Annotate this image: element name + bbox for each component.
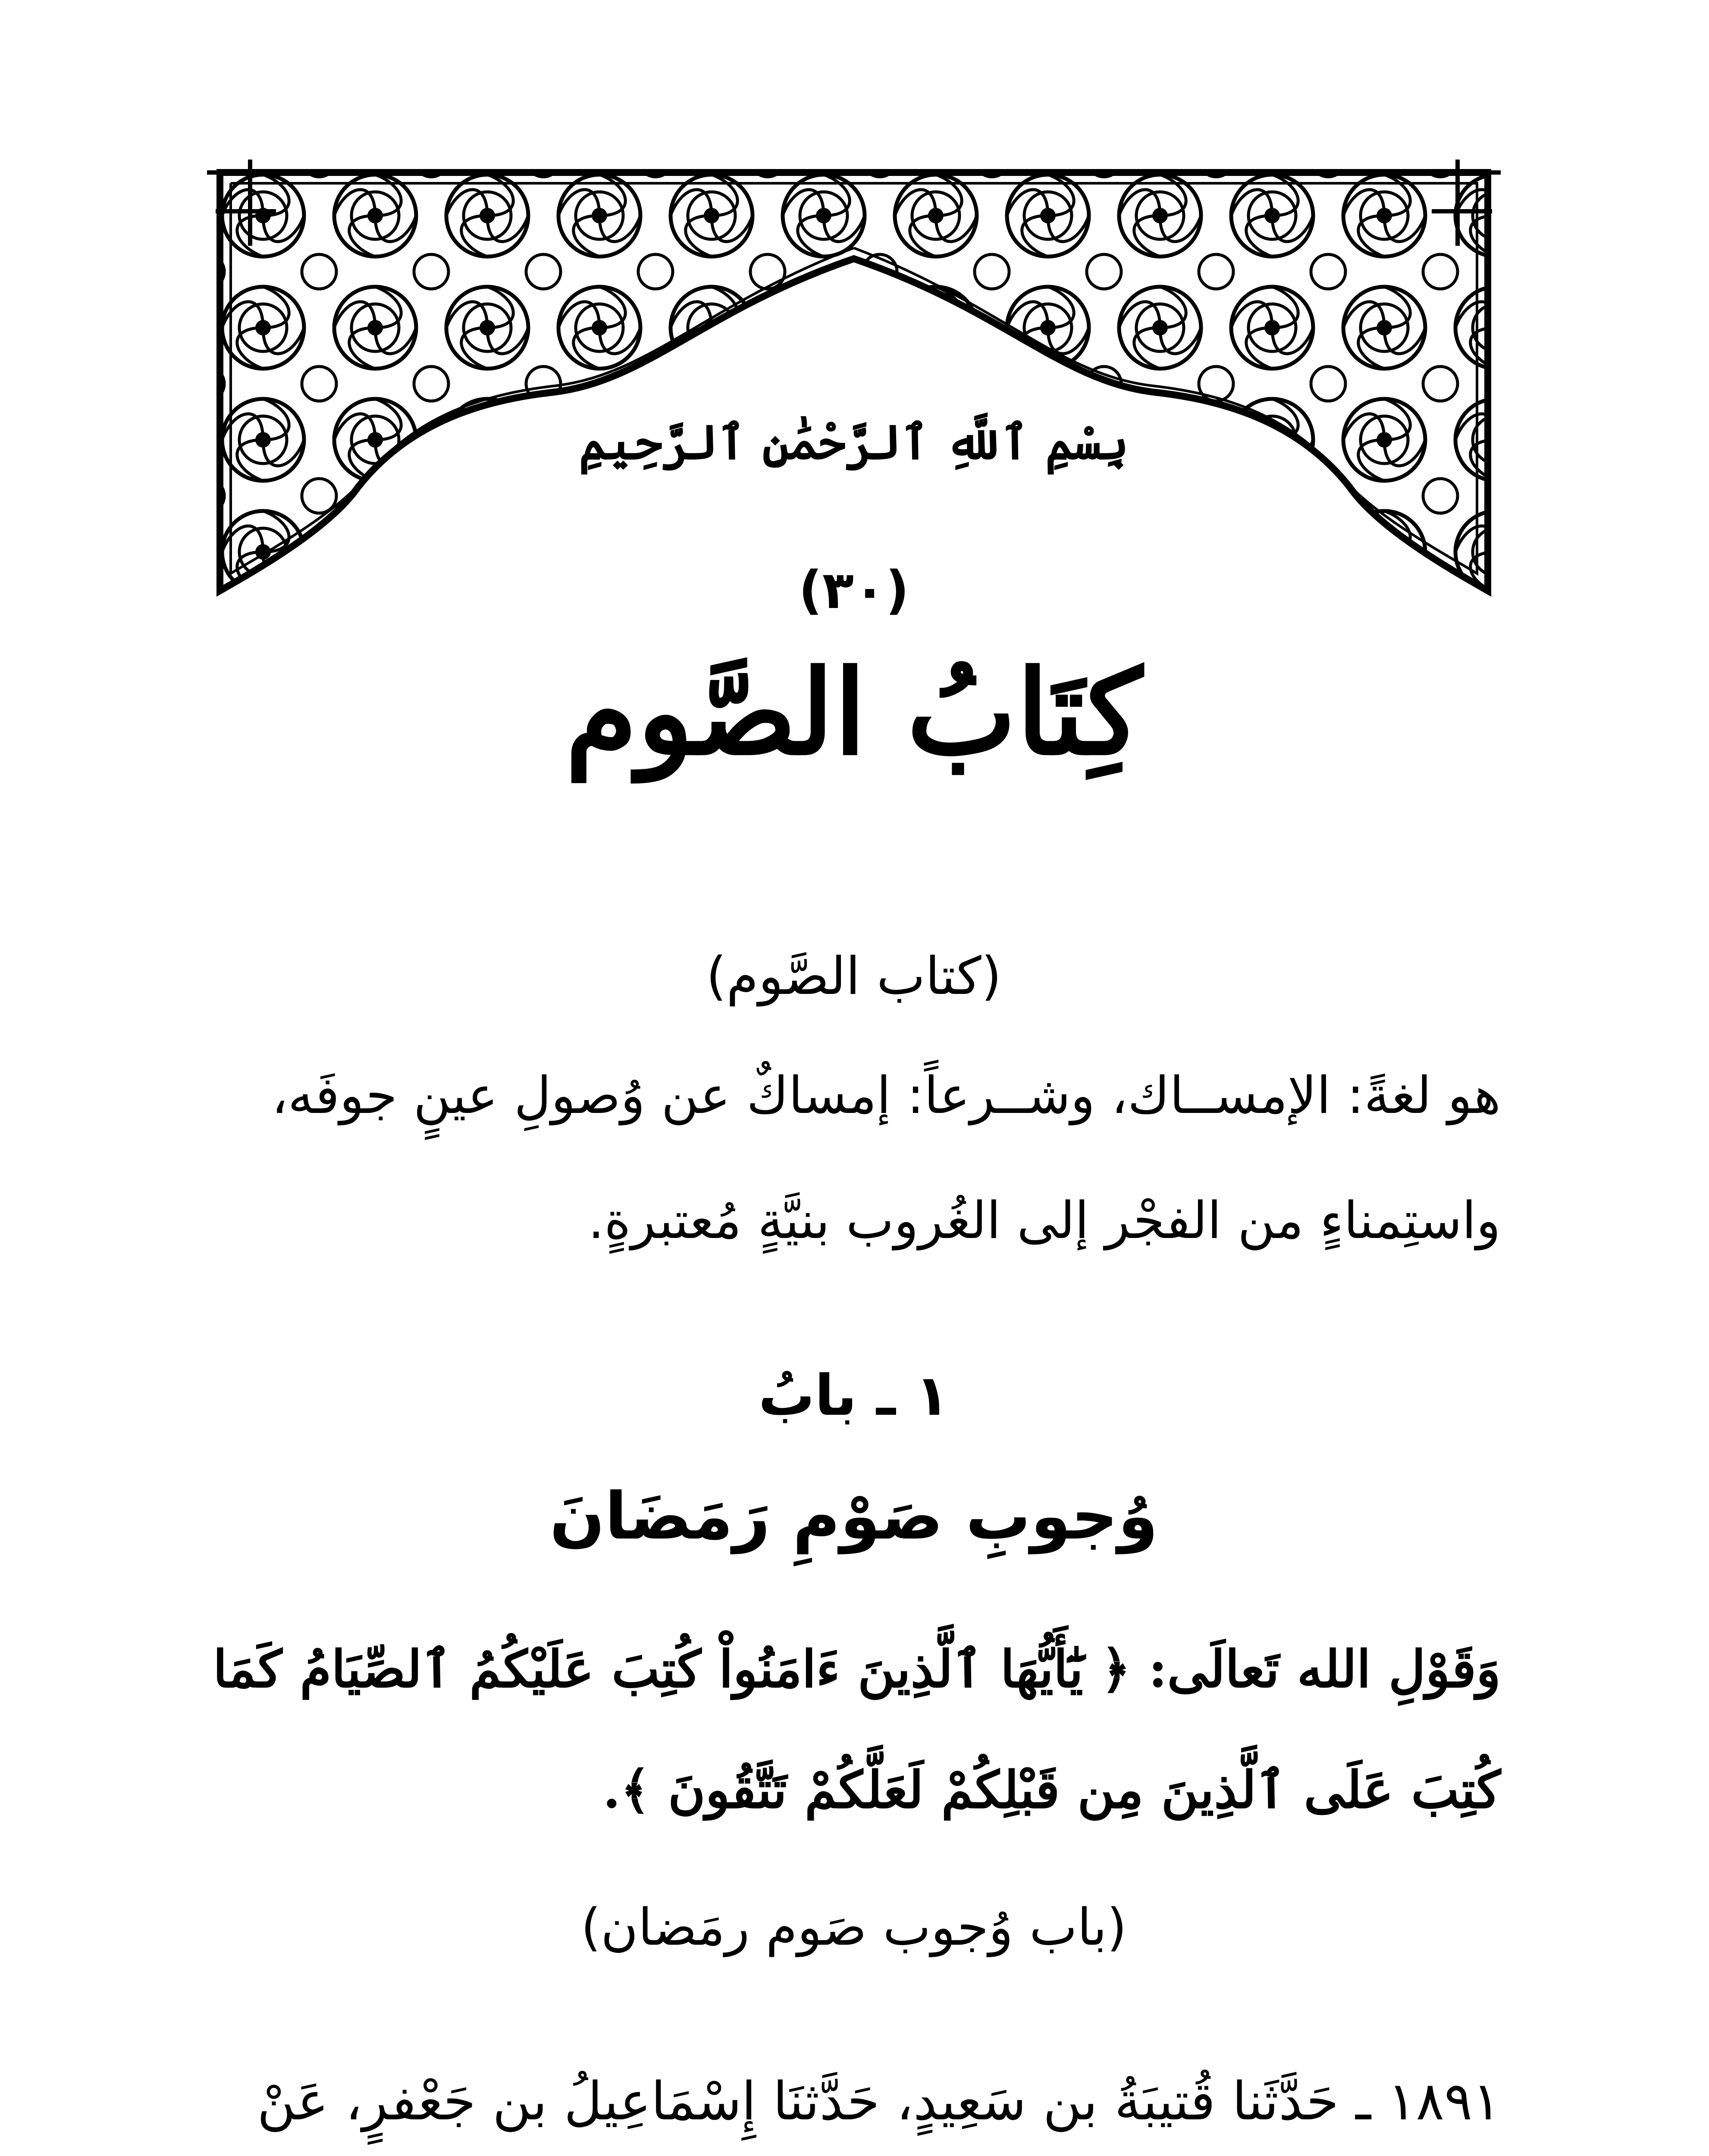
bab-number: ١ ـ بابُ [758,1363,950,1428]
intro-paragraph-line-2: واستِمناءٍ من الفجْر إلى الغُروب بنيَّةٍ مُعتبرةٍ. [588,1191,1501,1250]
chapter-number: (٣٠) [798,561,909,620]
sub-heading: (كتاب الصَّوم) [706,946,1002,1006]
intro-paragraph-line-1: هو لغةً: الإمســاك، وشــرعاً: إمساكٌ عن وُصولِ عينٍ جوفَه، [271,1065,1501,1125]
quran-verse-line-1: وَقَوْلِ الله تَعالَى: ﴿ يَٰٓأَيُّهَا ٱلَّذِينَ ءَامَنُواْ كُتِبَ عَلَيْكُمُ ٱلصِّيَامُ كَمَا [213,1639,1501,1699]
hadith-text-line-1: ١٨٩١ ـ حَدَّثَنا قُتيبَةُ بن سَعِيدٍ، حَدَّثنَا إِسْمَاعِيلُ بن جَعْفرٍ، عَنْ [257,2071,1501,2132]
basmala: بِسْمِ ٱللَّهِ ٱلرَّحْمَٰنِ ٱلرَّحِيمِ [579,414,1129,470]
ornamental-header-frame [207,160,1501,604]
bab-commentary-heading: (باب وُجوب صَوم رمَضان) [581,1897,1127,1957]
bab-title: وُجوبِ صَوْمِ رَمَضَانَ [549,1479,1158,1554]
quran-verse-line-2: كُتِبَ عَلَى ٱلَّذِينَ مِن قَبْلِكُمْ لَعَلَّكُمْ تَتَّقُونَ ﴾. [602,1760,1501,1820]
book-title: كِتَابُ الصَّوم [565,644,1143,781]
arabesque-ornament-icon [207,160,1501,604]
